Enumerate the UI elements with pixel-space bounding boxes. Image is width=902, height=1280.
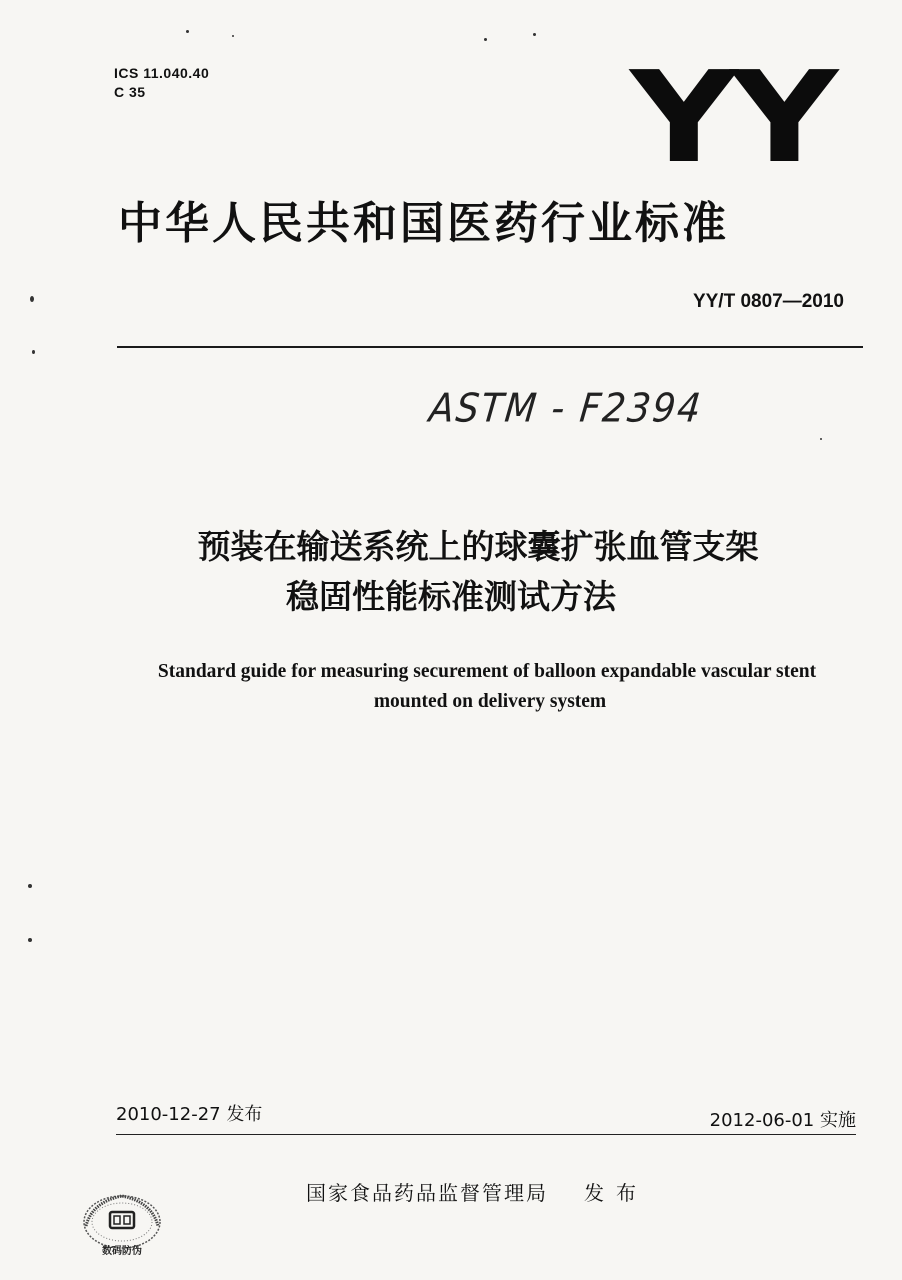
scan-speck (232, 35, 234, 37)
scan-speck (28, 884, 32, 888)
classification-codes (114, 64, 209, 102)
english-title-line-1: Standard guide for measuring securement of balloon expandable vascular stent (157, 661, 817, 682)
seal-stamp-text: 数码防伪 (102, 1246, 142, 1257)
seal-graphic (80, 1190, 164, 1260)
english-title-line-2: mounted on delivery system (373, 691, 607, 712)
standard-type-title: 中华人民共和国医药行业标准 (118, 198, 729, 249)
chinese-title-line-1: 预装在输送系统上的球囊扩张血管支架 (197, 527, 759, 566)
anti-counterfeit-seal-icon (80, 1190, 164, 1260)
yy-logo: YY (630, 44, 832, 191)
ics-code: ICS 11.040.40 (114, 65, 210, 81)
issuing-authority (306, 1178, 648, 1208)
header-divider (117, 346, 863, 348)
handwritten-reference: ASTM - F2394 (427, 386, 705, 432)
footer-divider (116, 1134, 856, 1135)
scan-speck (186, 30, 189, 33)
scan-speck (30, 296, 34, 302)
issue-date: 2010-12-27 发布 (116, 1104, 263, 1125)
standard-number: YY/T 0807—2010 (692, 291, 844, 312)
issuer-name: 国家食品药品监督管理局 (306, 1181, 548, 1205)
scan-speck (32, 350, 35, 354)
scan-speck (820, 438, 822, 440)
scan-speck (533, 33, 536, 36)
scan-speck (28, 938, 32, 942)
english-title (0, 657, 902, 717)
scan-speck (484, 38, 487, 41)
chinese-title-line-2: 稳固性能标准测试方法 (286, 577, 616, 616)
published-label: 发布 (584, 1181, 648, 1205)
implementation-date: 2012-06-01 实施 (709, 1110, 856, 1131)
ccs-code: C 35 (114, 84, 146, 100)
chinese-title (0, 522, 902, 622)
